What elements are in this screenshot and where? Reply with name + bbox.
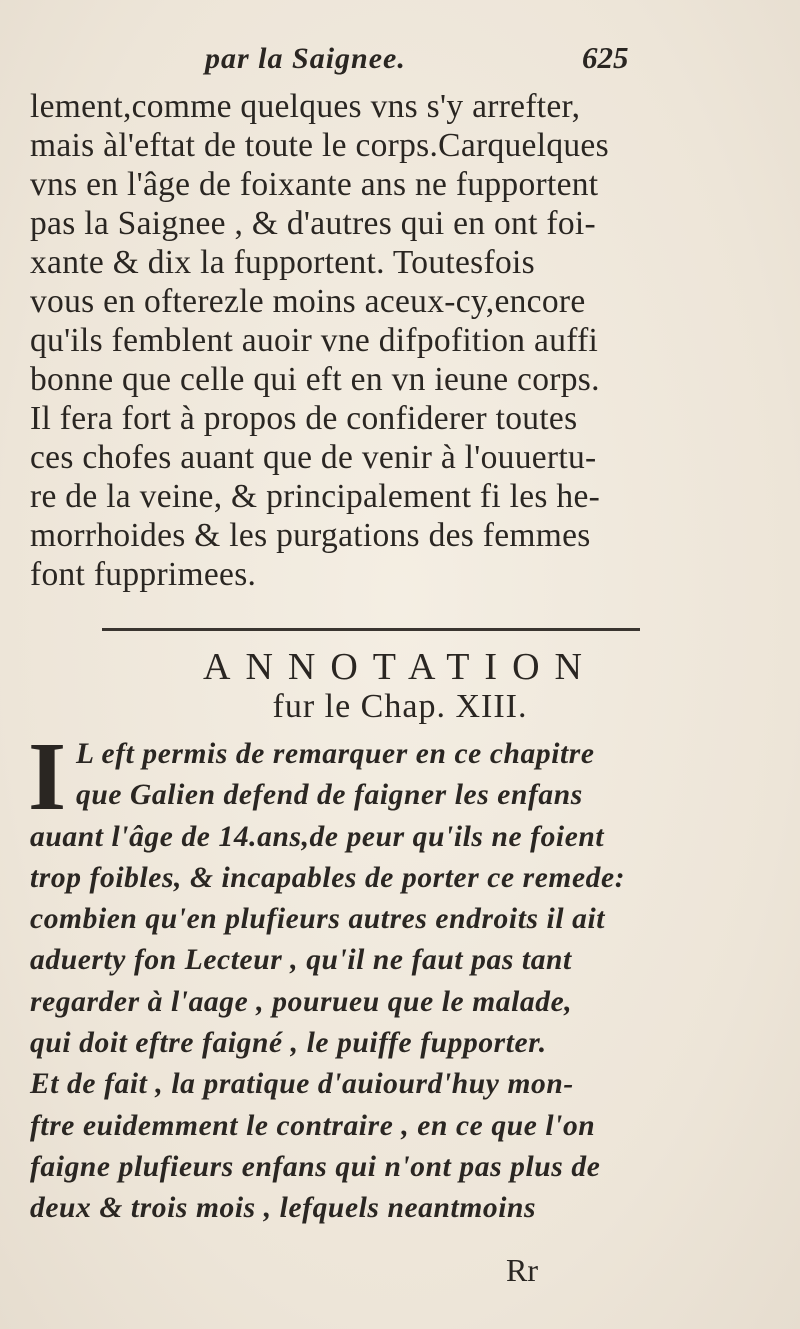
annotation-line: trop foibles, & incapables de porter ce remede: (30, 861, 626, 894)
annotation-heading: ANNOTATION (203, 646, 597, 688)
drop-cap: I (28, 723, 67, 831)
annotation-line: faigne plufieurs enfans qui n'ont pas plus de (30, 1150, 601, 1183)
running-title: par la Saignee. (205, 42, 406, 75)
page-header (0, 38, 800, 88)
body-line: pas la Saignee , & d'autres qui en ont foi- (30, 205, 596, 242)
body-line: vns en l'âge de foixante ans ne fupportent (30, 166, 599, 203)
annotation-paragraph (30, 734, 680, 1230)
page-number: 625 (582, 40, 629, 75)
body-line: qu'ils femblent auoir vne difpofition auffi (30, 322, 599, 359)
body-paragraph (30, 87, 670, 594)
annotation-line: L eft permis de remarquer en ce chapitre (76, 738, 595, 770)
annotation-line: combien qu'en plufieurs autres endroits il ait (30, 903, 606, 936)
body-line: Il fera fort à propos de confiderer toutes (30, 400, 578, 437)
annotation-line: ftre euidemment le contraire , en ce que l'on (30, 1109, 596, 1142)
annotation-line: deux & trois mois , lefquels neantmoins (30, 1192, 537, 1225)
body-line: font fupprimees. (30, 556, 257, 593)
annotation-line: aduerty fon Lecteur , qu'il ne faut pas tant (30, 944, 572, 977)
body-line: ces chofes auant que de venir à l'ouuertu- (30, 439, 597, 476)
body-line: vous en ofterezle moins aceux-cy,encore (30, 283, 586, 320)
catchword: Rr (506, 1252, 538, 1288)
body-line: lement,comme quelques vns s'y arrefter, (30, 88, 581, 125)
annotation-line: que Galien defend de faigner les enfans (76, 779, 583, 812)
annotation-line: auant l'âge de 14.ans,de peur qu'ils ne foient (30, 820, 605, 853)
body-line: bonne que celle qui eft en vn ieune corps. (30, 361, 600, 398)
body-line: xante & dix la fupportent. Toutesfois (30, 244, 535, 281)
annotation-line: regarder à l'aage , pourueu que le malade, (30, 985, 573, 1018)
section-divider (102, 628, 640, 631)
annotation-subheading: fur le Chap. XIII. (272, 688, 528, 725)
body-line: mais àl'eftat de toute le corps.Carquelques (30, 127, 609, 164)
body-line: re de la veine, & principalement fi les he- (30, 478, 601, 515)
annotation-line: qui doit eftre faigné , le puiffe fupporter. (30, 1027, 547, 1060)
annotation-line: Et de fait , la pratique d'auiourd'huy mon- (30, 1068, 574, 1101)
body-line: morrhoides & les purgations des femmes (30, 517, 591, 554)
